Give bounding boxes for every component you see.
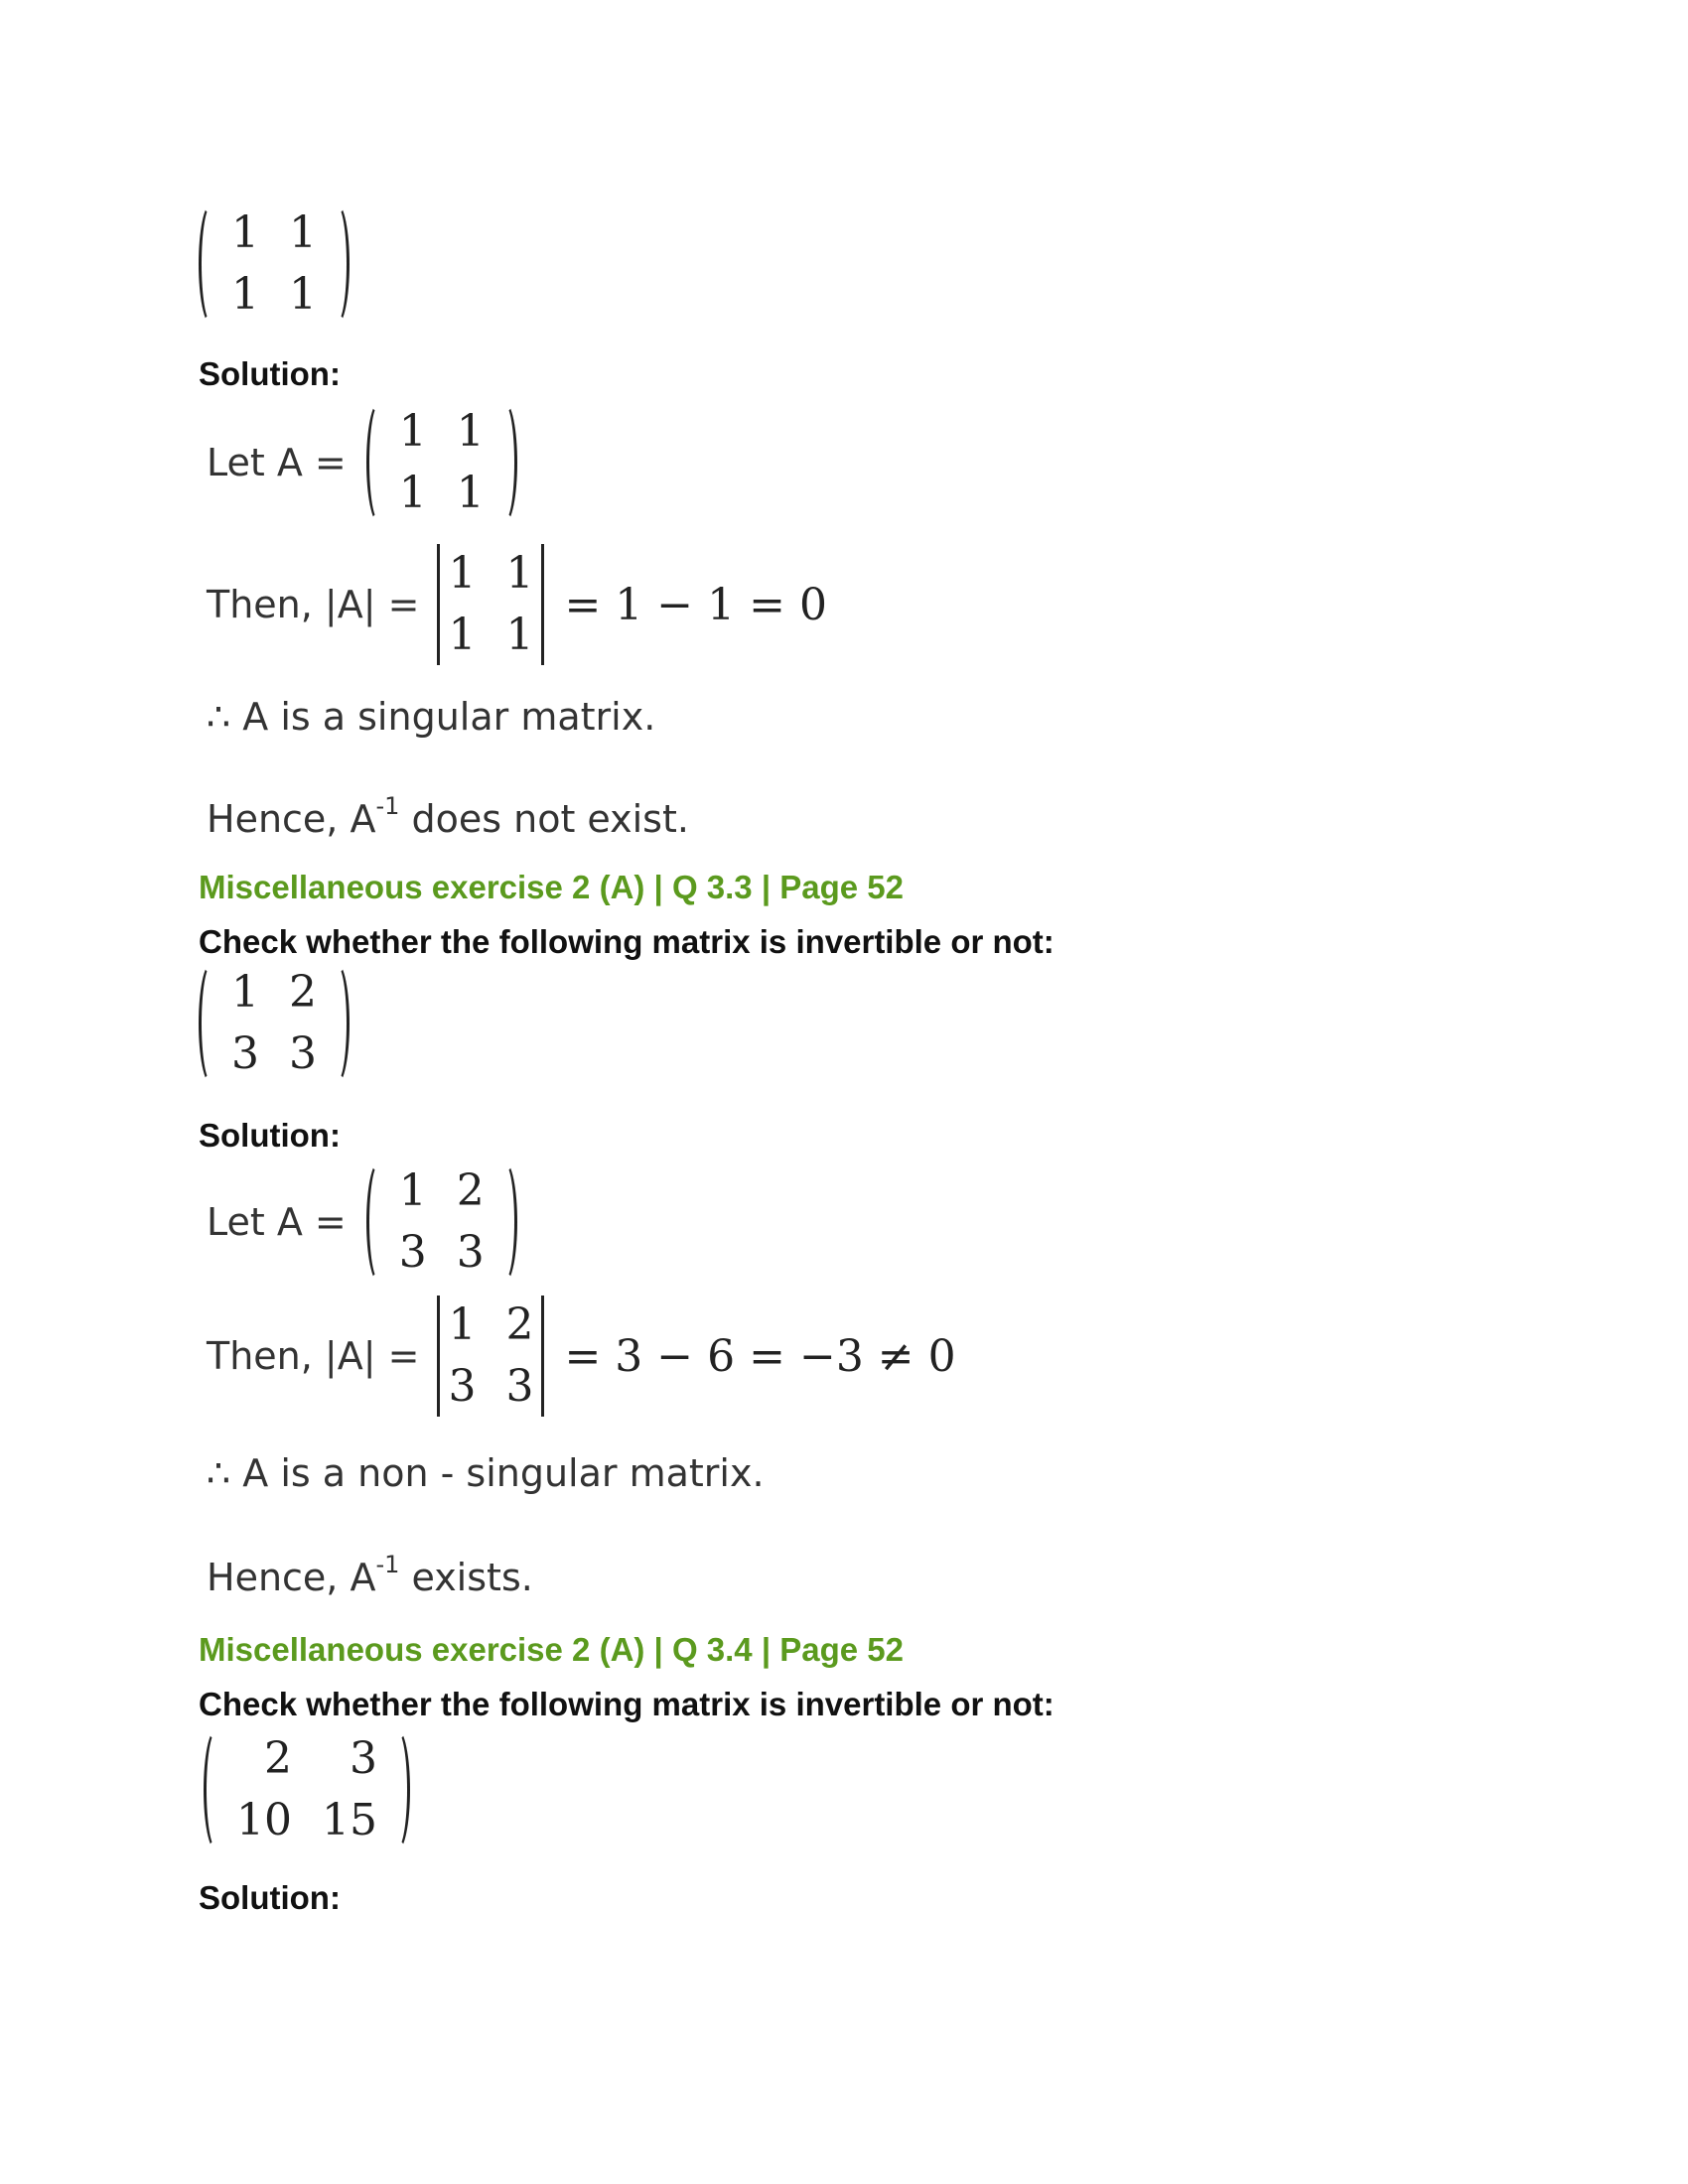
conclusion-text: ∴ A is a non - singular matrix. (207, 1451, 765, 1495)
matrix-grid (440, 544, 541, 665)
solution-label: Solution: (199, 355, 341, 392)
matrix-cell: 1 (505, 610, 534, 660)
matrix-cell: 1 (448, 610, 477, 660)
hence-text: Hence, A (207, 1556, 376, 1599)
matrix-cell: 2 (289, 967, 317, 1018)
determinant (437, 544, 544, 665)
det-result: = 1 − 1 = 0 (564, 579, 827, 630)
inverse-superscript: -1 (375, 792, 400, 820)
hence-tail: does not exist. (399, 797, 689, 841)
matrix-cell: 1 (456, 468, 485, 518)
question-matrix (199, 963, 350, 1084)
matrix-cell: 1 (398, 1165, 427, 1216)
question-text: Check whether the following matrix is invertible or not: (199, 923, 1055, 960)
determinant-line (207, 544, 827, 665)
inverse-superscript: -1 (375, 1551, 400, 1578)
matrix-grid (391, 402, 492, 523)
matrix-cell: 3 (289, 1028, 317, 1079)
top-matrix (199, 204, 350, 325)
let-a-line (207, 402, 517, 523)
left-paren (366, 402, 391, 523)
matrix-cell: 1 (231, 269, 259, 320)
then-text: Then, |A| = (207, 1334, 420, 1378)
question-heading: Miscellaneous exercise 2 (A) | Q 3.4 | Page 52 (199, 1631, 904, 1668)
solution-label: Solution: (199, 1117, 341, 1154)
matrix-a (366, 402, 517, 523)
matrix-cell: 3 (350, 1733, 377, 1784)
matrix-cell: 3 (456, 1227, 485, 1278)
hence-line (207, 792, 689, 841)
hence-text: Hence, A (207, 797, 376, 841)
left-paren (204, 1729, 228, 1850)
let-a-line (207, 1161, 517, 1283)
matrix-cell: 3 (505, 1361, 534, 1412)
matrix-cell: 15 (322, 1795, 377, 1845)
right-paren (492, 1161, 517, 1283)
matrix-grid (223, 204, 325, 325)
hence-tail: exists. (399, 1556, 533, 1599)
right-paren (325, 204, 350, 325)
matrix-cell: 3 (231, 1028, 259, 1079)
matrix-cell: 1 (231, 967, 259, 1018)
matrix-cell: 1 (289, 269, 317, 320)
matrix-cell: 3 (448, 1361, 477, 1412)
matrix-grid (391, 1161, 492, 1283)
matrix-cell: 2 (456, 1165, 485, 1216)
matrix-cell: 1 (231, 207, 259, 258)
matrix-cell: 1 (289, 207, 317, 258)
question-heading: Miscellaneous exercise 2 (A) | Q 3.3 | Page 52 (199, 869, 904, 905)
matrix-cell: 1 (456, 406, 485, 457)
question-matrix (204, 1729, 410, 1850)
determinant-line (207, 1296, 956, 1417)
matrix-cell: 3 (398, 1227, 427, 1278)
left-paren (366, 1161, 391, 1283)
let-text: Let A = (207, 441, 347, 484)
matrix-cell: 1 (398, 406, 427, 457)
matrix-cell: 1 (448, 548, 477, 599)
det-bar-right (541, 1296, 544, 1417)
det-bar-right (541, 544, 544, 665)
then-text: Then, |A| = (207, 583, 420, 626)
solution-label: Solution: (199, 1879, 341, 1916)
matrix-grid (223, 963, 325, 1084)
left-paren (199, 204, 223, 325)
conclusion-text: ∴ A is a singular matrix. (207, 695, 656, 739)
matrix-cell: 1 (505, 548, 534, 599)
matrix-cell: 10 (236, 1795, 292, 1845)
matrix-cell: 1 (448, 1299, 477, 1350)
matrix-cell: 2 (505, 1299, 534, 1350)
let-text: Let A = (207, 1200, 347, 1244)
matrix-grid (440, 1296, 541, 1417)
matrix-grid (228, 1729, 385, 1850)
right-paren (385, 1729, 410, 1850)
right-paren (492, 402, 517, 523)
matrix-cell: 2 (264, 1733, 292, 1784)
det-result: = 3 − 6 = −3 ≠ 0 (564, 1330, 956, 1382)
question-text: Check whether the following matrix is invertible or not: (199, 1686, 1055, 1722)
matrix-a (366, 1161, 517, 1283)
determinant (437, 1296, 544, 1417)
left-paren (199, 963, 223, 1084)
right-paren (325, 963, 350, 1084)
matrix-cell: 1 (398, 468, 427, 518)
hence-line (207, 1551, 533, 1599)
